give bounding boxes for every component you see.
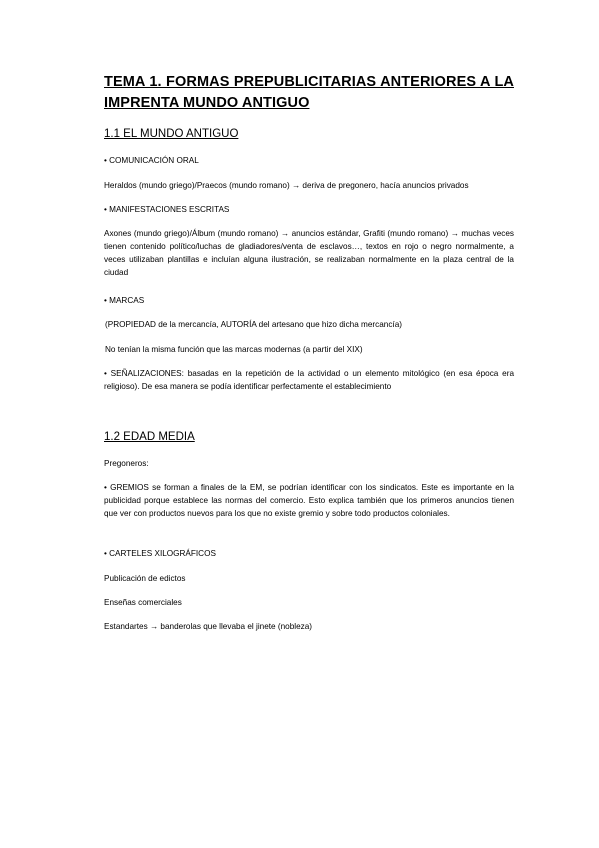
paragraph-axones: Axones (mundo griego)/Álbum (mundo romano) → anuncios estándar, Grafiti (mundo romano) → muchas veces tienen contenido político/luchas de gladiadores/venta de esclavos…, textos en rojo o negro normalmente, a veces utilizaban plantillas e incluían alguna ilustración, se realizaban normalmente en la plaza central de la ciudad bbox=[104, 229, 514, 277]
title-line-1: TEMA 1. FORMAS PREPUBLICITARIAS ANTERIORES A LA bbox=[104, 74, 514, 90]
title-line-2: IMPRENTA MUNDO ANTIGUO bbox=[104, 95, 310, 111]
bullet-gremios: • GREMIOS se forman a finales de la EM, se podrían identificar con los sindicatos. Este es importante en la publicidad porque establece las normas del comercio. Esto explica también que los primeros anuncios tienen que ver con productos nuevos para los que no existe gremio y sobre todo productos coloniales. bbox=[104, 483, 514, 518]
bullet-senalizaciones: • SEÑALIZACIONES: basadas en la repetición de la actividad o un elemento mitológico (en esa época era religioso). De esa manera se podía identificar perfectamente el establecimiento bbox=[104, 369, 514, 391]
bullet-carteles-xilograficos: • CARTELES XILOGRÁFICOS bbox=[104, 549, 216, 558]
bullet-comunicacion-oral: • COMUNICACIÓN ORAL bbox=[104, 156, 199, 165]
paragraph-estandartes: Estandartes → banderolas que llevaba el jinete (nobleza) bbox=[104, 622, 313, 631]
section-heading-mundo-antiguo: 1.1 EL MUNDO ANTIGUO bbox=[104, 128, 239, 140]
paragraph-pregoneros: Pregoneros: bbox=[104, 459, 149, 468]
paragraph-marcas-modernas: No tenían la misma función que las marcas modernas (a partir del XIX) bbox=[105, 345, 363, 354]
paragraph-ensenas: Enseñas comerciales bbox=[104, 598, 182, 607]
bullet-manifestaciones-escritas: • MANIFESTACIONES ESCRITAS bbox=[104, 205, 230, 214]
paragraph-edictos: Publicación de edictos bbox=[104, 574, 186, 583]
document-title bbox=[104, 72, 514, 114]
paragraph-heraldos: Heraldos (mundo griego)/Praecos (mundo romano) → deriva de pregonero, hacía anuncios privados bbox=[104, 181, 469, 190]
bullet-marcas: • MARCAS bbox=[104, 296, 145, 305]
paragraph-propiedad: (PROPIEDAD de la mercancía, AUTORÍA del artesano que hizo dicha mercancía) bbox=[105, 320, 403, 329]
section-heading-edad-media: 1.2 EDAD MEDIA bbox=[104, 431, 195, 443]
